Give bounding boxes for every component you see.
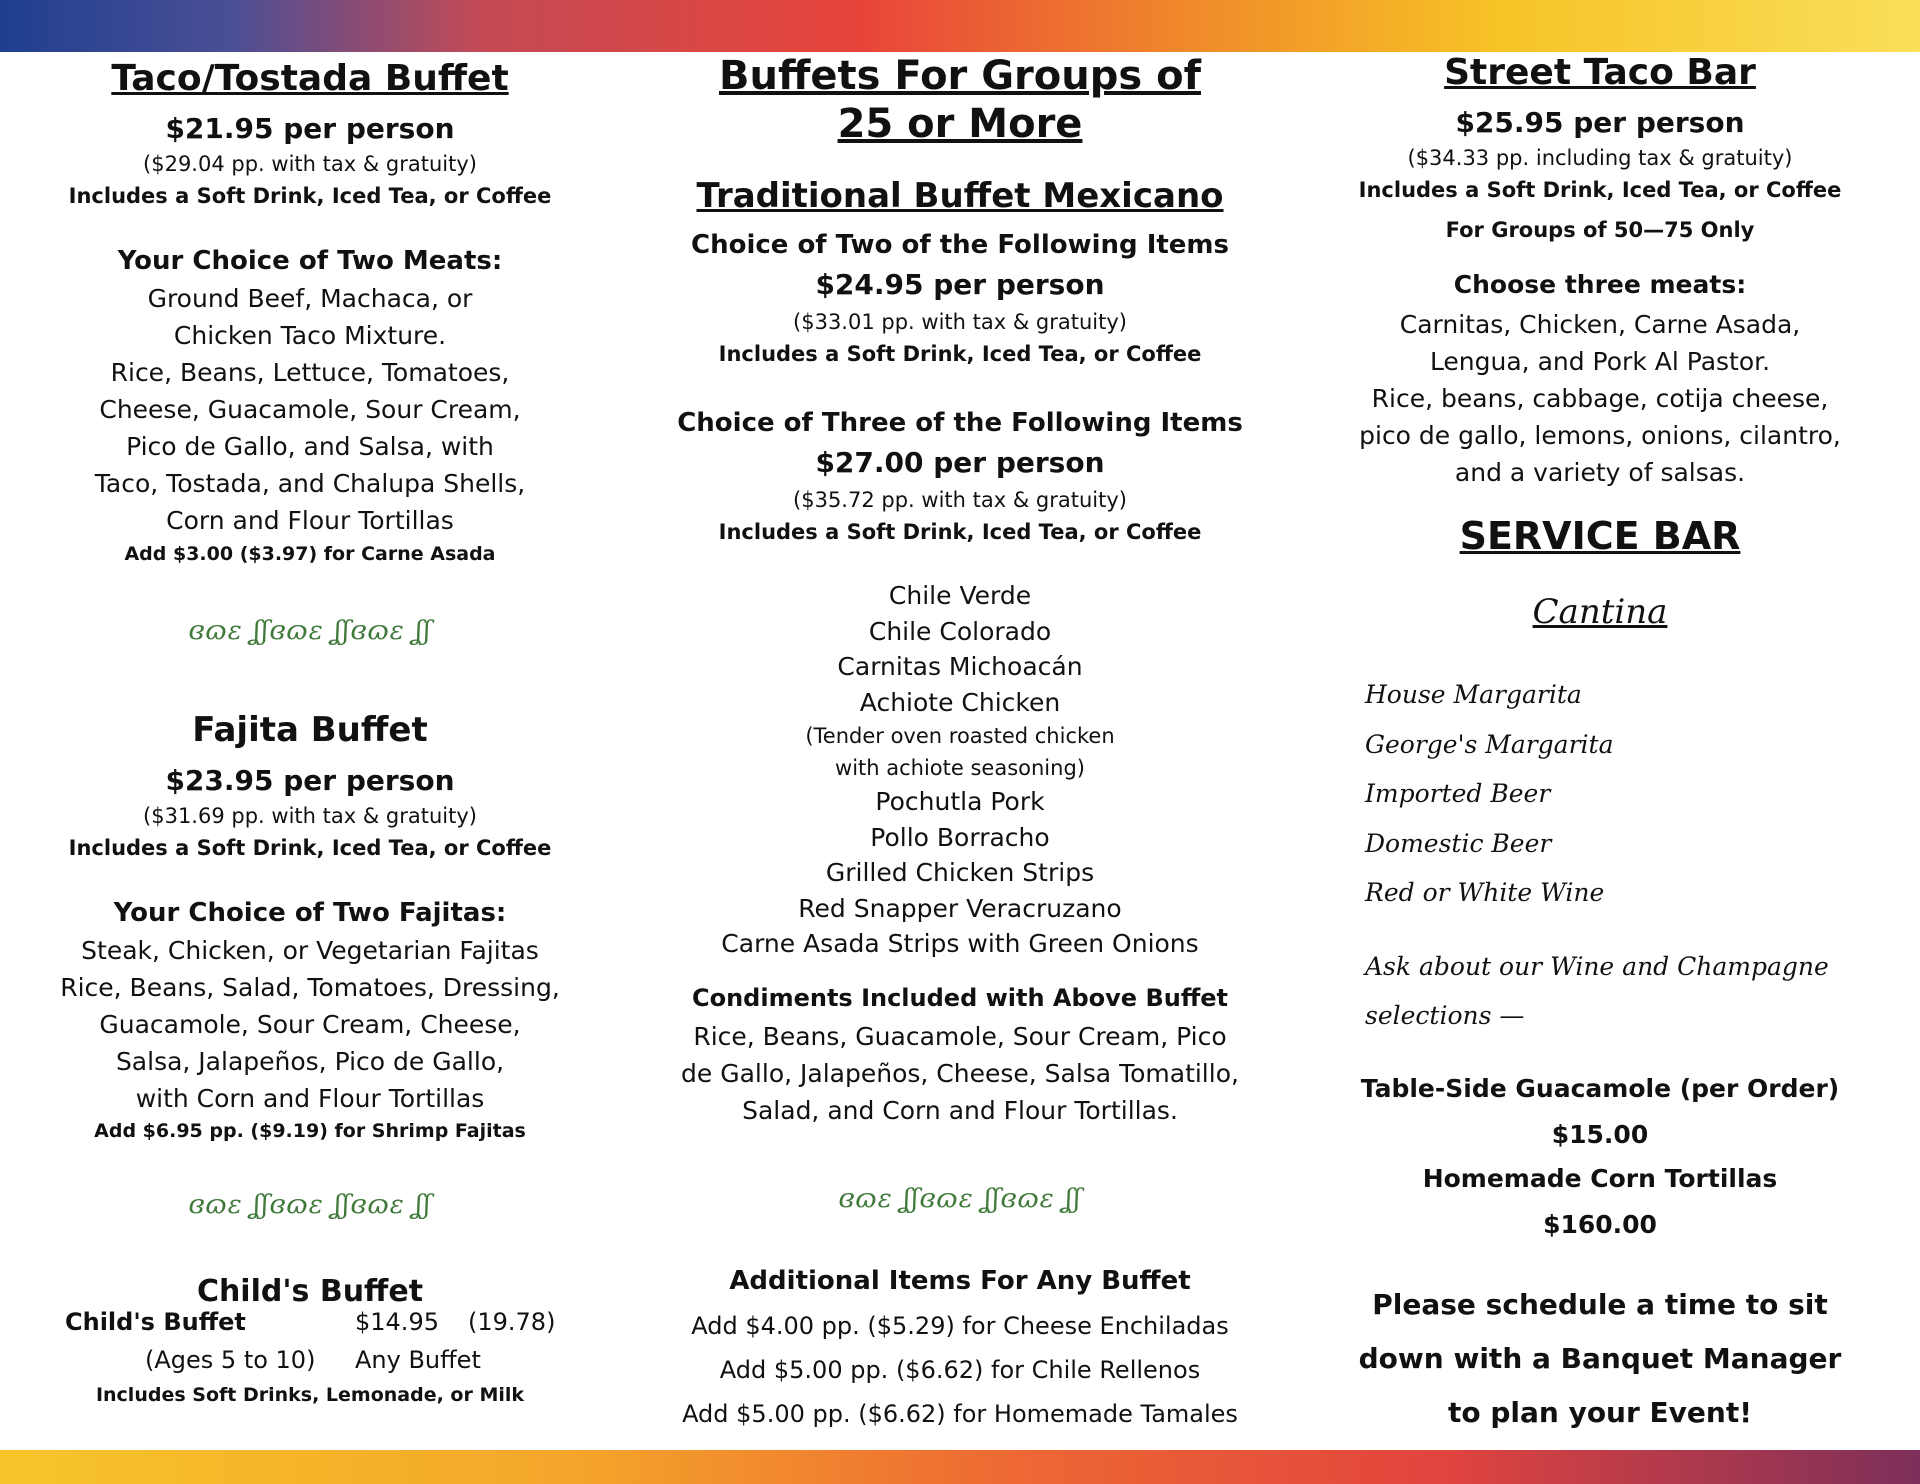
fajita-title: Fajita Buffet (192, 710, 428, 750)
top-color-band (0, 0, 1920, 52)
tortillas-price: $160.00 (1543, 1210, 1657, 1239)
fajita-choice: Your Choice of Two Fajitas: (113, 898, 507, 928)
wine-note: Ask about our Wine and Champagne (1365, 951, 1829, 981)
list-item: Add $5.00 pp. ($6.62) for Homemade Tamales (682, 1400, 1238, 1428)
list-item: Chile Verde (888, 581, 1032, 610)
child-includes: Includes Soft Drinks, Lemonade, or Milk (95, 1384, 525, 1406)
drink-list (1365, 670, 1885, 1041)
groups-title-line1: Buffets For Groups of (719, 53, 1201, 99)
ornament-divider: ɞɷɛ ʆʃɞɷɛ ʆʃɞɷɛ ʆʃ (188, 1190, 432, 1220)
list-item: Achiote Chicken (859, 687, 1061, 717)
list-item: Pico de Gallo, and Salsa, with (126, 432, 494, 461)
tortillas-label: Homemade Corn Tortillas (1422, 1164, 1778, 1193)
street-tax: ($34.33 pp. including tax & gratuity) (1407, 146, 1793, 170)
list-item: Ground Beef, Machaca, or (147, 284, 473, 313)
list-item: Cheese, Guacamole, Sour Cream, (99, 395, 521, 424)
list-item: Taco, Tostada, and Chalupa Shells, (94, 469, 526, 498)
list-item: Add $5.00 pp. ($6.62) for Chile Rellenos (719, 1356, 1201, 1384)
list-item: Rice, beans, cabbage, cotija cheese, (1371, 384, 1829, 413)
list-item: House Margarita (1365, 680, 1582, 709)
list-item: Please schedule a time to sit (1372, 1288, 1828, 1321)
guacamole-price: $15.00 (1551, 1120, 1649, 1149)
taco-choice: Your Choice of Two Meats: (117, 246, 503, 276)
list-item: Red Snapper Veracruzano (798, 893, 1122, 923)
list-item: George's Margarita (1365, 729, 1614, 759)
taco-includes: Includes a Soft Drink, Iced Tea, or Coffee (68, 184, 552, 208)
list-item: de Gallo, Jalapeños, Cheese, Salsa Tomatillo, (681, 1059, 1239, 1088)
achiote-note: (Tender oven roasted chicken (805, 724, 1115, 748)
street-title: Street Taco Bar (1444, 52, 1756, 93)
list-item: Chile Colorado (868, 616, 1052, 646)
street-choice: Choose three meats: (1453, 270, 1747, 299)
fajita-tax: ($31.69 pp. with tax & gratuity) (143, 804, 477, 828)
taco-tax: ($29.04 pp. with tax & gratuity) (143, 152, 477, 176)
list-item: Lengua, and Pork Al Pastor. (1429, 347, 1771, 376)
list-item: Imported Beer (1365, 779, 1551, 808)
list-item: Rice, Beans, Salad, Tomatoes, Dressing, (60, 973, 560, 1002)
condiments-text (640, 1018, 1280, 1129)
list-item: Chicken Taco Mixture. (173, 321, 447, 350)
street-groups: For Groups of 50—75 Only (1445, 218, 1755, 242)
list-item: Add $4.00 pp. ($5.29) for Cheese Enchiladas (691, 1312, 1229, 1340)
list-item: Carnitas Michoacán (837, 652, 1083, 681)
list-item: Pochutla Pork (875, 787, 1045, 816)
taco-price: $21.95 per person (165, 112, 455, 145)
list-item: Steak, Chicken, or Vegetarian Fajitas (81, 936, 539, 965)
choice-three-price: $27.00 per person (815, 446, 1105, 479)
cantina-title: Cantina (1532, 592, 1668, 632)
child-ages: (Ages 5 to 10) (145, 1346, 316, 1374)
list-item: Pollo Borracho (870, 822, 1050, 852)
fajita-add-on: Add $6.95 pp. ($9.19) for Shrimp Fajitas (94, 1120, 526, 1142)
traditional-title: Traditional Buffet Mexicano (696, 176, 1224, 216)
child-price: $14.95 (355, 1308, 439, 1336)
entree-list (640, 578, 1280, 962)
choice-three-tax: ($35.72 pp. with tax & gratuity) (793, 488, 1127, 512)
additional-items (640, 1304, 1280, 1436)
list-item: Carne Asada Strips with Green Onions (721, 929, 1199, 958)
list-item: Salsa, Jalapeños, Pico de Gallo, (115, 1047, 505, 1076)
street-description (1310, 306, 1890, 491)
list-item: Carnitas, Chicken, Carne Asada, (1399, 310, 1801, 339)
list-item: pico de gallo, lemons, onions, cilantro, (1359, 421, 1841, 450)
list-item: Red or White Wine (1365, 878, 1605, 907)
wine-note: selections — (1365, 1001, 1525, 1030)
choice-two-price: $24.95 per person (815, 268, 1105, 301)
street-price: $25.95 per person (1455, 106, 1745, 139)
child-any-buffet: Any Buffet (355, 1346, 481, 1374)
ornament-divider: ɞɷɛ ʆʃɞɷɛ ʆʃɞɷɛ ʆʃ (838, 1184, 1082, 1214)
additional-title: Additional Items For Any Buffet (729, 1266, 1191, 1296)
child-title: Child's Buffet (196, 1274, 424, 1309)
groups-title-line2: 25 or More (837, 101, 1083, 147)
list-item: Grilled Chicken Strips (825, 858, 1095, 887)
list-item: Rice, Beans, Lettuce, Tomatoes, (110, 358, 510, 387)
choice-two-heading: Choice of Two of the Following Items (690, 230, 1229, 260)
fajita-price: $23.95 per person (165, 764, 455, 797)
list-item: with Corn and Flour Tortillas (135, 1084, 485, 1113)
choice-two-tax: ($33.01 pp. with tax & gratuity) (793, 310, 1127, 334)
child-price-tax: (19.78) (468, 1308, 556, 1336)
ornament-divider: ɞɷɛ ʆʃɞɷɛ ʆʃɞɷɛ ʆʃ (188, 616, 432, 646)
taco-description (20, 280, 600, 539)
fajita-includes: Includes a Soft Drink, Iced Tea, or Coffee (68, 836, 552, 860)
choice-two-includes: Includes a Soft Drink, Iced Tea, or Coffee (718, 342, 1202, 366)
list-item: Rice, Beans, Guacamole, Sour Cream, Pico (693, 1022, 1227, 1051)
taco-title: Taco/Tostada Buffet (111, 58, 509, 99)
choice-three-heading: Choice of Three of the Following Items (677, 408, 1243, 438)
list-item: to plan your Event! (1447, 1396, 1753, 1429)
list-item: Salad, and Corn and Flour Tortillas. (742, 1096, 1178, 1125)
list-item: Guacamole, Sour Cream, Cheese, (99, 1010, 521, 1039)
list-item: down with a Banquet Manager (1358, 1342, 1842, 1375)
street-includes: Includes a Soft Drink, Iced Tea, or Coffee (1358, 178, 1842, 202)
bottom-color-band (0, 1450, 1920, 1484)
list-item: Corn and Flour Tortillas (166, 506, 454, 535)
achiote-note: with achiote seasoning) (835, 756, 1085, 780)
guacamole-label: Table-Side Guacamole (per Order) (1360, 1074, 1840, 1103)
list-item: Domestic Beer (1365, 828, 1552, 858)
choice-three-includes: Includes a Soft Drink, Iced Tea, or Coffee (718, 520, 1202, 544)
child-label: Child's Buffet (65, 1308, 246, 1336)
fajita-description (20, 932, 600, 1117)
call-to-action (1310, 1278, 1890, 1440)
taco-add-on: Add $3.00 ($3.97) for Carne Asada (124, 543, 496, 565)
service-bar-title: SERVICE BAR (1459, 514, 1741, 558)
condiments-title: Condiments Included with Above Buffet (691, 984, 1229, 1012)
list-item: and a variety of salsas. (1454, 458, 1746, 487)
